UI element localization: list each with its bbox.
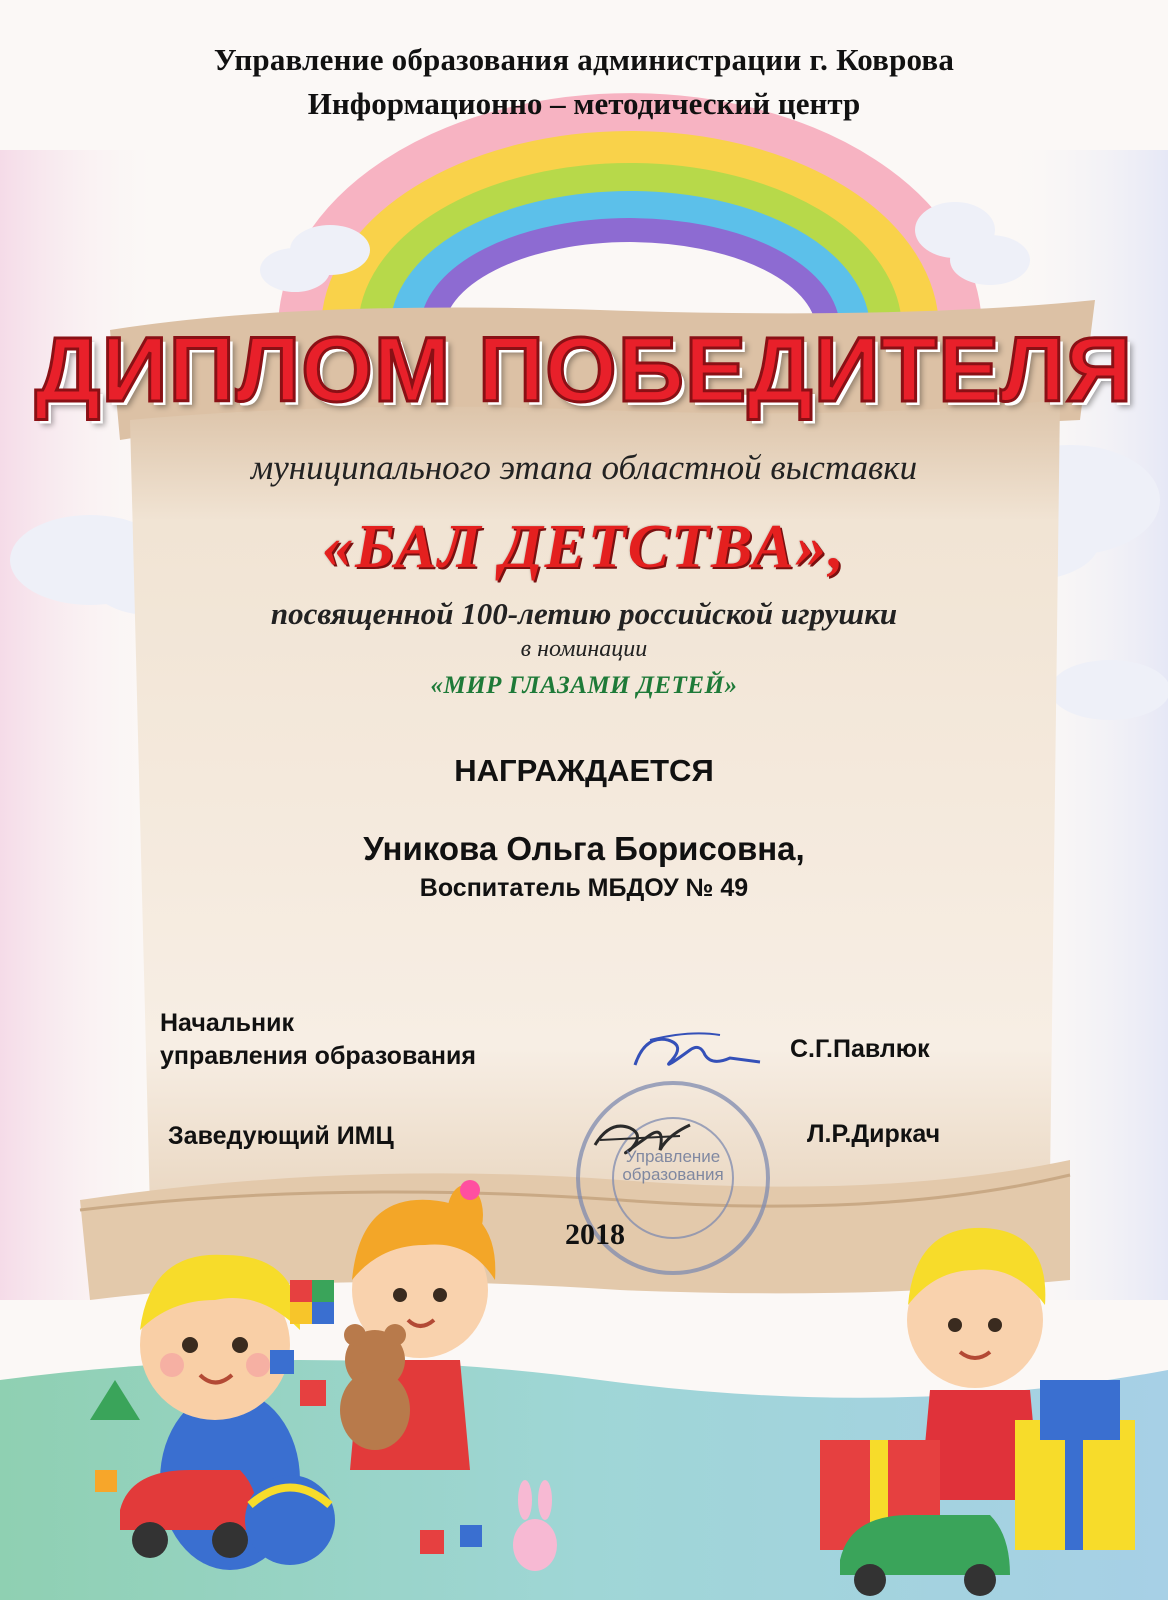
dedication-text: посвященной 100-летию российской игрушки	[270, 596, 898, 631]
nomination-name: «МИР ГЛАЗАМИ ДЕТЕЙ»	[430, 672, 738, 699]
signer-1-title	[160, 1007, 476, 1073]
signer-2-name: Л.Р.Диркач	[807, 1120, 941, 1148]
teddy-bear	[340, 1324, 410, 1450]
organization-line-2: Информационно – методический центр	[307, 86, 861, 121]
stamp-text-line-1: Управление	[625, 1147, 721, 1166]
stamp-center-text	[618, 1148, 728, 1184]
stamp-text-line-2: образования	[622, 1165, 724, 1184]
toy-ball	[245, 1475, 335, 1565]
signer-2-title-line-1: Заведующий ИМЦ	[168, 1122, 394, 1150]
diploma-title: ДИПЛОМ ПОБЕДИТЕЛЯ	[34, 319, 1134, 421]
recipient-position: Воспитатель МБДОУ № 49	[419, 874, 749, 902]
signer-1-title-line-1: Начальник	[160, 1009, 294, 1037]
exhibition-name: «БАЛ ДЕТСТВА»,	[322, 513, 846, 581]
organization-line-1: Управление образования администрации г. Коврова	[213, 42, 955, 77]
event-subtitle: муниципального этапа областной выставки	[250, 448, 918, 487]
recipient-name: Уникова Ольга Борисовна,	[363, 830, 805, 867]
nomination-label: в номинации	[520, 636, 648, 662]
awarded-label: НАГРАЖДАЕТСЯ	[454, 753, 714, 788]
signer-1-title-line-2: управления образования	[160, 1042, 476, 1070]
signer-1-name: С.Г.Павлюк	[790, 1035, 930, 1063]
signer-2-title	[168, 1120, 394, 1153]
rainbow	[300, 115, 960, 330]
diploma-year: 2018	[565, 1218, 625, 1251]
